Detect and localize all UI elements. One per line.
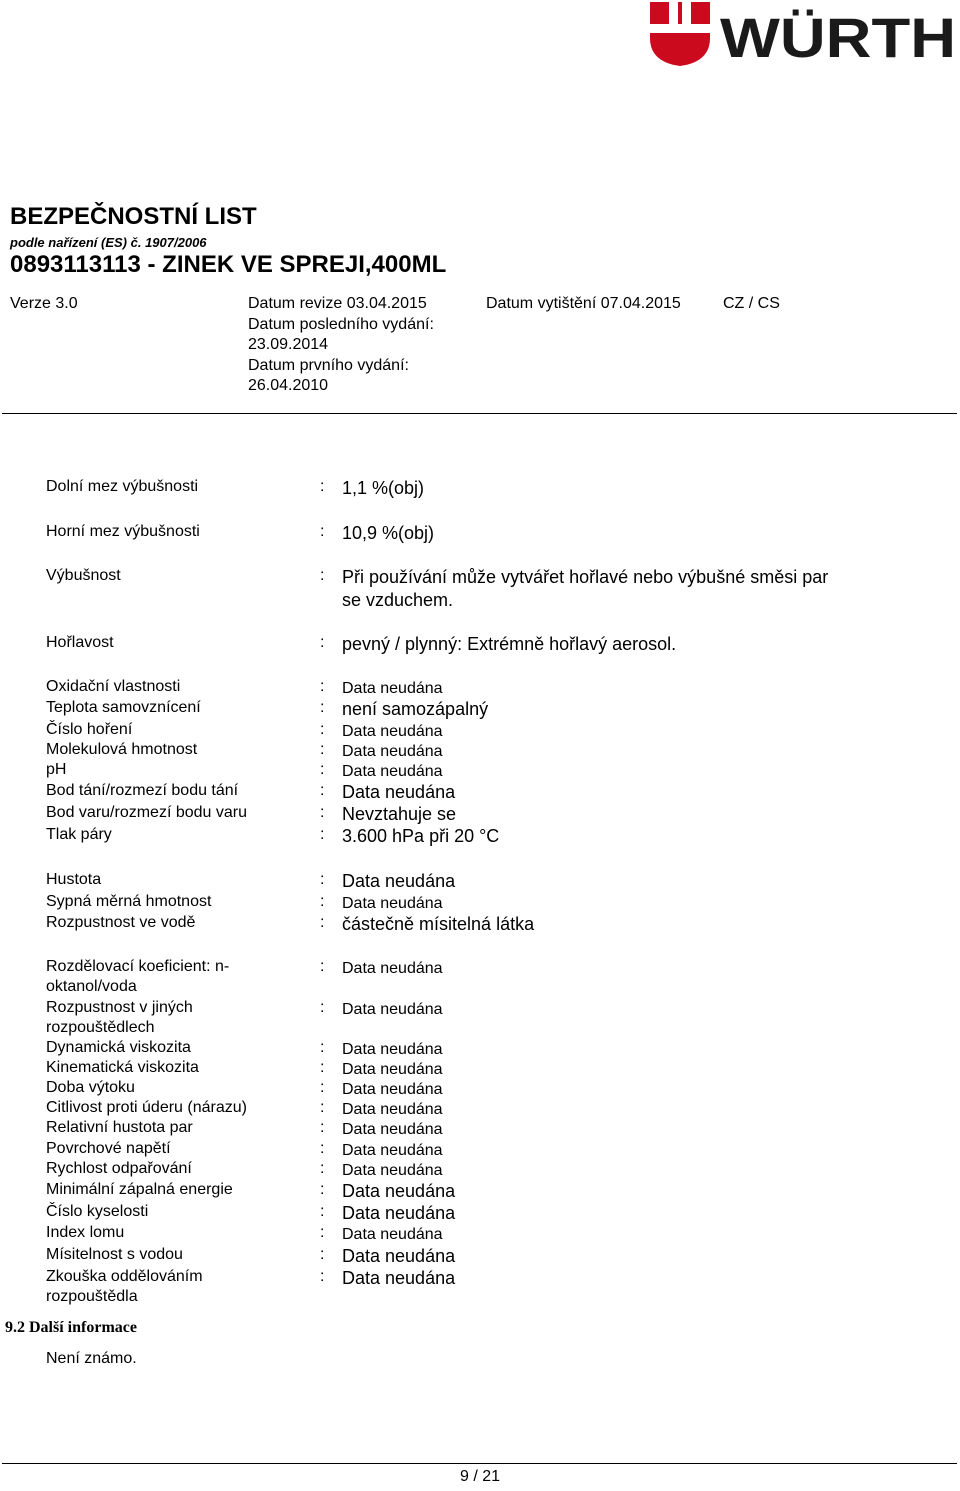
property-value <box>342 998 443 1021</box>
property-label-line: rozpouštědlech <box>46 1019 155 1036</box>
property-colon: : <box>320 1140 325 1157</box>
header-divider <box>2 413 957 414</box>
property-label <box>46 566 121 586</box>
property-value <box>342 522 434 545</box>
property-label <box>46 720 132 740</box>
property-colon: : <box>320 478 325 495</box>
property-value <box>342 1159 443 1182</box>
property-value-line: Data neudána <box>342 1041 443 1058</box>
property-label <box>46 740 197 760</box>
property-label-line: Výbušnost <box>46 567 121 584</box>
property-colon: : <box>320 1181 325 1198</box>
property-label-line: Číslo hoření <box>46 721 133 738</box>
property-colon: : <box>320 1268 325 1285</box>
property-label <box>46 1267 203 1307</box>
property-label <box>46 998 193 1038</box>
property-value-line: Data neudána <box>342 723 443 740</box>
property-value <box>342 1223 443 1246</box>
property-colon: : <box>320 914 325 931</box>
property-label <box>46 522 200 542</box>
property-label <box>46 1139 171 1159</box>
section-text: Není známo. <box>46 1350 137 1367</box>
property-label-line: Hořlavost <box>46 634 114 651</box>
property-colon: : <box>320 1039 325 1056</box>
property-value <box>342 633 676 656</box>
property-label-line: Bod varu/rozmezí bodu varu <box>46 804 247 821</box>
property-colon: : <box>320 567 325 584</box>
property-label-line: Rozpustnost ve vodě <box>46 914 196 931</box>
property-value-line: Data neudána <box>342 871 456 891</box>
property-colon: : <box>320 678 325 695</box>
language-code: CZ / CS <box>723 295 780 312</box>
property-label <box>46 1118 193 1138</box>
property-label <box>46 477 198 497</box>
property-value <box>342 698 488 721</box>
property-label <box>46 1038 191 1058</box>
property-label <box>46 825 112 845</box>
property-value <box>342 803 456 826</box>
property-colon: : <box>320 1246 325 1263</box>
property-value <box>342 913 534 936</box>
property-colon: : <box>320 1059 325 1076</box>
property-value-line: pevný / plynný: Extrémně hořlavý aerosol. <box>342 634 677 654</box>
property-label <box>46 1180 233 1200</box>
property-value-line: Data neudána <box>342 1181 456 1201</box>
footer-divider <box>2 1463 957 1464</box>
page-number: 9 / 21 <box>459 1468 501 1485</box>
property-label-line: Číslo kyselosti <box>46 1203 149 1220</box>
property-label-line: Relativní hustota par <box>46 1119 193 1136</box>
property-label-line: Molekulová hmotnost <box>46 741 198 758</box>
property-label-line: Teplota samovznícení <box>46 699 201 716</box>
property-colon: : <box>320 699 325 716</box>
property-value-line: Data neudána <box>342 1203 456 1223</box>
property-label-line: pH <box>46 761 67 778</box>
document-title: BEZPEČNOSTNÍ LIST <box>10 203 257 230</box>
property-value <box>342 566 828 612</box>
property-label <box>46 1058 199 1078</box>
property-colon: : <box>320 1119 325 1136</box>
property-value-line: Data neudána <box>342 1246 456 1266</box>
property-value-line: Data neudána <box>342 743 443 760</box>
property-colon: : <box>320 761 325 778</box>
property-value-line: Data neudána <box>342 895 443 912</box>
property-label-line: Rozpustnost v jiných <box>46 999 193 1016</box>
version: Verze 3.0 <box>10 295 78 312</box>
property-colon: : <box>320 804 325 821</box>
property-value <box>342 1118 443 1141</box>
property-value <box>342 760 443 783</box>
property-value <box>342 957 443 980</box>
property-label <box>46 1202 148 1222</box>
wurth-logo-wordmark: WÜRTH <box>720 6 956 68</box>
property-label-line: Citlivost proti úderu (nárazu) <box>46 1099 247 1116</box>
property-value-line: se vzduchem. <box>342 590 454 610</box>
property-label <box>46 892 211 912</box>
property-value-line: Data neudána <box>342 1268 456 1288</box>
print-date: Datum vytištění 07.04.2015 <box>486 295 681 312</box>
property-label <box>46 698 201 718</box>
property-colon: : <box>320 523 325 540</box>
property-label <box>46 781 238 801</box>
property-colon: : <box>320 999 325 1016</box>
property-value <box>342 1202 455 1225</box>
property-value-line: Data neudána <box>342 1061 443 1078</box>
property-value-line: 1,1 %(obj) <box>342 478 425 498</box>
property-value-line: Data neudána <box>342 960 443 977</box>
property-colon: : <box>320 634 325 651</box>
property-colon: : <box>320 1160 325 1177</box>
property-label <box>46 803 247 823</box>
property-label <box>46 870 101 890</box>
property-label-line: Kinematická viskozita <box>46 1059 199 1076</box>
last-issue-date: 23.09.2014 <box>248 336 329 353</box>
property-label-line: Dolní mez výbušnosti <box>46 478 199 495</box>
property-value-line: Data neudána <box>342 1001 443 1018</box>
property-label <box>46 913 195 933</box>
property-label-line: Horní mez výbušnosti <box>46 523 200 540</box>
property-value <box>342 892 443 915</box>
property-value <box>342 1180 455 1203</box>
wurth-logo <box>648 2 958 68</box>
wurth-logo-graphic <box>648 2 958 68</box>
property-value-line: 10,9 %(obj) <box>342 523 435 543</box>
property-label <box>46 760 66 780</box>
property-value-line: Data neudána <box>342 782 456 802</box>
property-value-line: Data neudána <box>342 1162 443 1179</box>
property-value-line: Při používání může vytvářet hořlavé nebo výbušné směsi par <box>342 567 829 587</box>
property-value <box>342 781 455 804</box>
property-label-line: Minimální zápalná energie <box>46 1181 233 1198</box>
property-value <box>342 477 424 500</box>
property-value-line: Data neudána <box>342 763 443 780</box>
property-label <box>46 1078 135 1098</box>
property-label <box>46 957 229 997</box>
revision-dates <box>248 294 434 397</box>
property-value-line: Data neudána <box>342 1142 443 1159</box>
property-label <box>46 1223 124 1243</box>
property-colon: : <box>320 893 325 910</box>
property-value <box>342 1245 455 1268</box>
property-label-line: Mísitelnost s vodou <box>46 1246 183 1263</box>
property-value-line: Data neudána <box>342 680 443 697</box>
property-label <box>46 1159 192 1179</box>
property-value <box>342 677 443 700</box>
property-colon: : <box>320 958 325 975</box>
property-label-line: Oxidační vlastnosti <box>46 678 181 695</box>
property-label-line: Rychlost odpařování <box>46 1160 192 1177</box>
property-colon: : <box>320 721 325 738</box>
property-label-line: Index lomu <box>46 1224 125 1241</box>
property-label <box>46 1098 247 1118</box>
property-value-line: částečně mísitelná látka <box>342 914 535 934</box>
property-colon: : <box>320 871 325 888</box>
property-label-line: oktanol/voda <box>46 978 137 995</box>
property-label-line: Tlak páry <box>46 826 112 843</box>
property-label <box>46 1245 183 1265</box>
product-name: 0893113113 - ZINEK VE SPREJI,400ML <box>10 251 447 278</box>
property-value-line: Data neudána <box>342 1101 443 1118</box>
property-value-line: Data neudána <box>342 1226 443 1243</box>
property-label-line: Hustota <box>46 871 102 888</box>
property-colon: : <box>320 782 325 799</box>
property-value-line: není samozápalný <box>342 699 489 719</box>
property-label <box>46 633 114 653</box>
property-label <box>46 677 180 697</box>
property-label-line: Sypná měrná hmotnost <box>46 893 212 910</box>
property-colon: : <box>320 1203 325 1220</box>
property-value <box>342 870 455 893</box>
property-label-line: Dynamická viskozita <box>46 1039 191 1056</box>
property-label-line: rozpouštědla <box>46 1288 138 1305</box>
property-label-line: Rozdělovací koeficient: n- <box>46 958 230 975</box>
property-colon: : <box>320 1224 325 1241</box>
property-value-line: Data neudána <box>342 1081 443 1098</box>
property-label-line: Doba výtoku <box>46 1079 135 1096</box>
property-colon: : <box>320 741 325 758</box>
property-colon: : <box>320 826 325 843</box>
property-value-line: 3.600 hPa při 20 °C <box>342 826 500 846</box>
last-issue-label: Datum posledního vydání: <box>248 315 434 333</box>
property-value-line: Data neudána <box>342 1121 443 1138</box>
regulation-subtitle: podle nařízení (ES) č. 1907/2006 <box>10 235 207 250</box>
first-issue-date: 26.04.2010 <box>248 377 329 394</box>
property-colon: : <box>320 1099 325 1116</box>
property-value-line: Nevztahuje se <box>342 804 457 824</box>
first-issue-label: Datum prvního vydání: <box>248 356 409 374</box>
property-value <box>342 825 499 848</box>
property-label-line: Povrchové napětí <box>46 1140 171 1157</box>
section-heading: 9.2 Další informace <box>5 1319 137 1336</box>
property-colon: : <box>320 1079 325 1096</box>
revision-date: Datum revize 03.04.2015 <box>248 295 427 312</box>
property-value <box>342 1267 455 1290</box>
property-label-line: Zkouška oddělováním <box>46 1268 203 1285</box>
property-label-line: Bod tání/rozmezí bodu tání <box>46 782 239 799</box>
